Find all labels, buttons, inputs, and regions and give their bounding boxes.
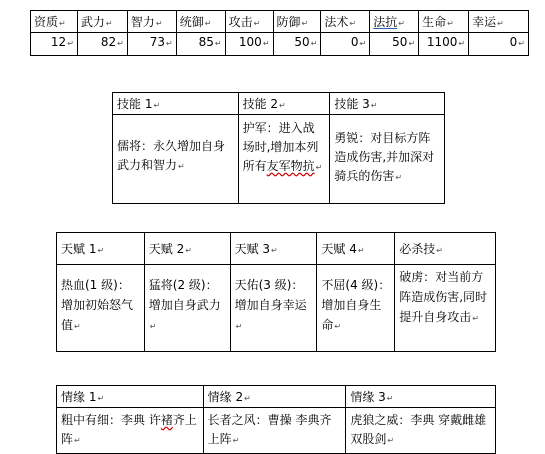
stat-value: 82↵ bbox=[77, 33, 127, 56]
stat-value: 50↵ bbox=[370, 33, 419, 56]
skill-1-description: 儒将：永久增加自身武力和智力↵ bbox=[113, 115, 239, 204]
skill-2-description: 护军：进入战场时,增加本列所有友军物抗↵ bbox=[238, 115, 330, 204]
stat-value: 85↵ bbox=[176, 33, 225, 56]
stats-table bbox=[30, 10, 529, 56]
ultimate-description: 破虏：对当前方阵造成伤害,同时提升自身攻击↵ bbox=[395, 265, 496, 352]
stat-value: 100↵ bbox=[225, 33, 273, 56]
skill-header: 技能 2↵ bbox=[238, 93, 330, 115]
fate-1-description: 粗中有细：李典 许褚齐上阵↵ bbox=[57, 408, 204, 454]
fates-body-row bbox=[57, 408, 496, 454]
talents-header-row bbox=[57, 233, 496, 265]
fates-table bbox=[56, 385, 496, 454]
skill-header: 技能 1↵ bbox=[113, 93, 239, 115]
skills-table bbox=[112, 92, 445, 204]
skill-header: 技能 3↵ bbox=[330, 93, 445, 115]
talent-header: 天赋 2↵ bbox=[144, 233, 230, 265]
talent-header: 天赋 1↵ bbox=[57, 233, 145, 265]
stat-header: 统御↵ bbox=[176, 11, 225, 33]
stat-header: 法抗↵ bbox=[370, 11, 419, 33]
stat-header: 法术↵ bbox=[321, 11, 370, 33]
stat-value: 0↵ bbox=[321, 33, 370, 56]
stat-value: 12↵ bbox=[31, 33, 78, 56]
stat-value: 73↵ bbox=[127, 33, 176, 56]
skill-3-description: 勇锐：对目标方阵造成伤害,并加深对骑兵的伤害↵ bbox=[330, 115, 445, 204]
talent-3-description: 天佑(3 级)：增加自身幸运↵ bbox=[230, 265, 317, 352]
stat-header: 攻击↵ bbox=[225, 11, 273, 33]
stat-header: 武力↵ bbox=[77, 11, 127, 33]
fate-3-description: 虎狼之威：李典 穿戴雌雄双股剑↵ bbox=[346, 408, 496, 454]
talent-4-description: 不屈(4 级)：增加自身生命↵ bbox=[317, 265, 395, 352]
fate-header: 情缘 1↵ bbox=[57, 386, 204, 408]
talents-table bbox=[56, 232, 496, 352]
talent-header: 天赋 4↵ bbox=[317, 233, 395, 265]
fate-2-description: 长者之风：曹操 李典齐上阵↵ bbox=[203, 408, 346, 454]
fate-header: 情缘 2↵ bbox=[203, 386, 346, 408]
fate-header: 情缘 3↵ bbox=[346, 386, 496, 408]
stat-header: 防御↵ bbox=[273, 11, 321, 33]
fates-header-row bbox=[57, 386, 496, 408]
talent-header: 必杀技↵ bbox=[395, 233, 496, 265]
skills-header-row bbox=[113, 93, 445, 115]
stat-value: 0↵ bbox=[469, 33, 529, 56]
stat-header: 资质↵ bbox=[31, 11, 78, 33]
talent-1-description: 热血(1 级)：增加初始怒气值↵ bbox=[57, 265, 145, 352]
stat-header: 幸运↵ bbox=[469, 11, 529, 33]
talent-2-description: 猛将(2 级)：增加自身武力↵ bbox=[144, 265, 230, 352]
stat-value: 1100↵ bbox=[419, 33, 469, 56]
stat-header: 生命↵ bbox=[419, 11, 469, 33]
stats-value-row bbox=[31, 33, 529, 56]
stat-value: 50↵ bbox=[273, 33, 321, 56]
stats-header-row bbox=[31, 11, 529, 33]
stat-header: 智力↵ bbox=[127, 11, 176, 33]
talent-header: 天赋 3↵ bbox=[230, 233, 317, 265]
skills-body-row bbox=[113, 115, 445, 204]
talents-body-row bbox=[57, 265, 496, 352]
